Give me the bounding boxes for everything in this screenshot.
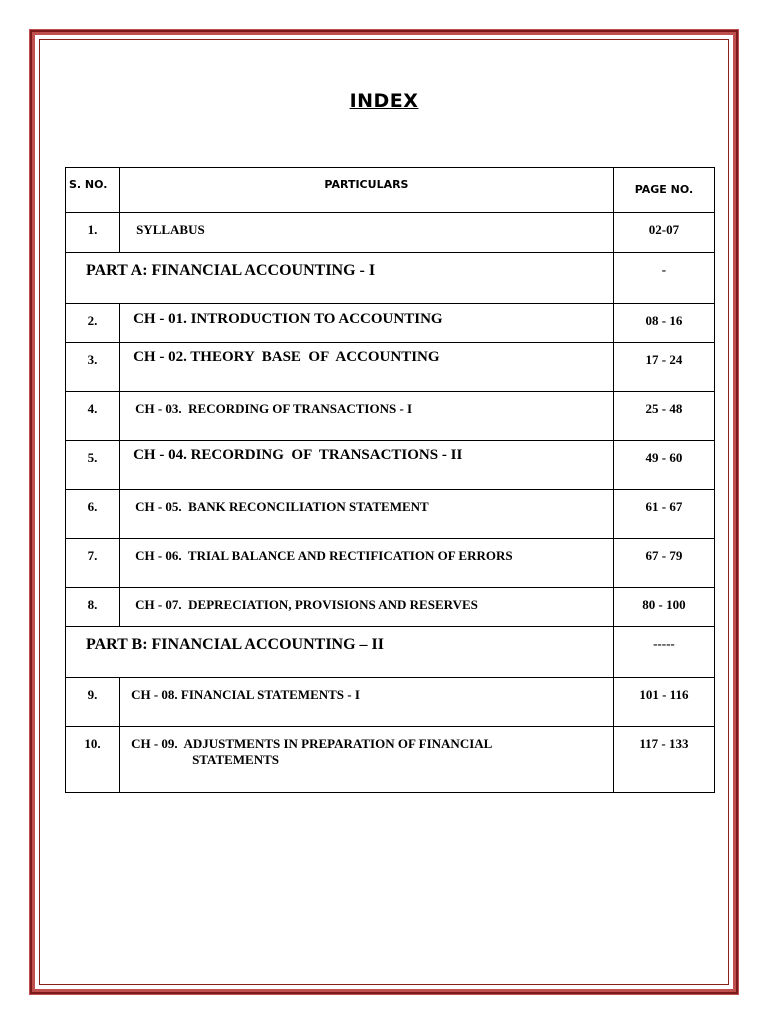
row-sno: 1.: [66, 213, 120, 253]
row-sno: 10.: [66, 727, 120, 793]
table-row: [66, 678, 715, 727]
header-particulars: PARTICULARS: [120, 168, 614, 213]
table-row: [66, 304, 715, 343]
table-row: [66, 213, 715, 253]
row-sno: 2.: [66, 304, 120, 343]
row-page: 80 - 100: [613, 588, 714, 627]
row-page: 02-07: [613, 213, 714, 253]
row-sno: 9.: [66, 678, 120, 727]
row-page: 61 - 67: [613, 490, 714, 539]
row-sno: 4.: [66, 392, 120, 441]
row-sno: 3.: [66, 343, 120, 392]
index-table: [65, 167, 715, 793]
part-heading-row: [66, 627, 715, 678]
row-page: -----: [613, 627, 714, 678]
row-particulars: CH - 09. ADJUSTMENTS IN PREPARATION OF FINANCIAL STATEMENTS: [120, 727, 614, 793]
part-heading: PART A: FINANCIAL ACCOUNTING - I: [66, 253, 614, 304]
row-page: 25 - 48: [613, 392, 714, 441]
part-heading-row: [66, 253, 715, 304]
row-page: 117 - 133: [613, 727, 714, 793]
row-particulars: CH - 03. RECORDING OF TRANSACTIONS - I: [120, 392, 614, 441]
row-page: 67 - 79: [613, 539, 714, 588]
row-page: 101 - 116: [613, 678, 714, 727]
table-header-row: [66, 168, 715, 213]
table-row: [66, 392, 715, 441]
table-row: [66, 727, 715, 793]
table-row: [66, 539, 715, 588]
table-row: [66, 441, 715, 490]
part-heading: PART B: FINANCIAL ACCOUNTING – II: [66, 627, 614, 678]
page-title: INDEX: [349, 90, 419, 112]
row-particulars: CH - 02. THEORY BASE OF ACCOUNTING: [120, 343, 614, 392]
row-particulars: CH - 08. FINANCIAL STATEMENTS - I: [120, 678, 614, 727]
table-row: [66, 490, 715, 539]
table-row: [66, 343, 715, 392]
row-particulars: CH - 01. INTRODUCTION TO ACCOUNTING: [120, 304, 614, 343]
header-sno: S. NO.: [66, 168, 120, 213]
row-sno: 7.: [66, 539, 120, 588]
row-page: 08 - 16: [613, 304, 714, 343]
header-page: PAGE NO.: [613, 168, 714, 213]
row-page: 49 - 60: [613, 441, 714, 490]
row-particulars: CH - 07. DEPRECIATION, PROVISIONS AND RESERVES: [120, 588, 614, 627]
row-particulars: CH - 04. RECORDING OF TRANSACTIONS - II: [120, 441, 614, 490]
row-particulars: CH - 06. TRIAL BALANCE AND RECTIFICATION OF ERRORS: [120, 539, 614, 588]
row-particulars: CH - 05. BANK RECONCILIATION STATEMENT: [120, 490, 614, 539]
row-sno: 8.: [66, 588, 120, 627]
row-page: 17 - 24: [613, 343, 714, 392]
row-sno: 5.: [66, 441, 120, 490]
row-sno: 6.: [66, 490, 120, 539]
row-particulars: SYLLABUS: [120, 213, 614, 253]
row-page: -: [613, 253, 714, 304]
table-row: [66, 588, 715, 627]
